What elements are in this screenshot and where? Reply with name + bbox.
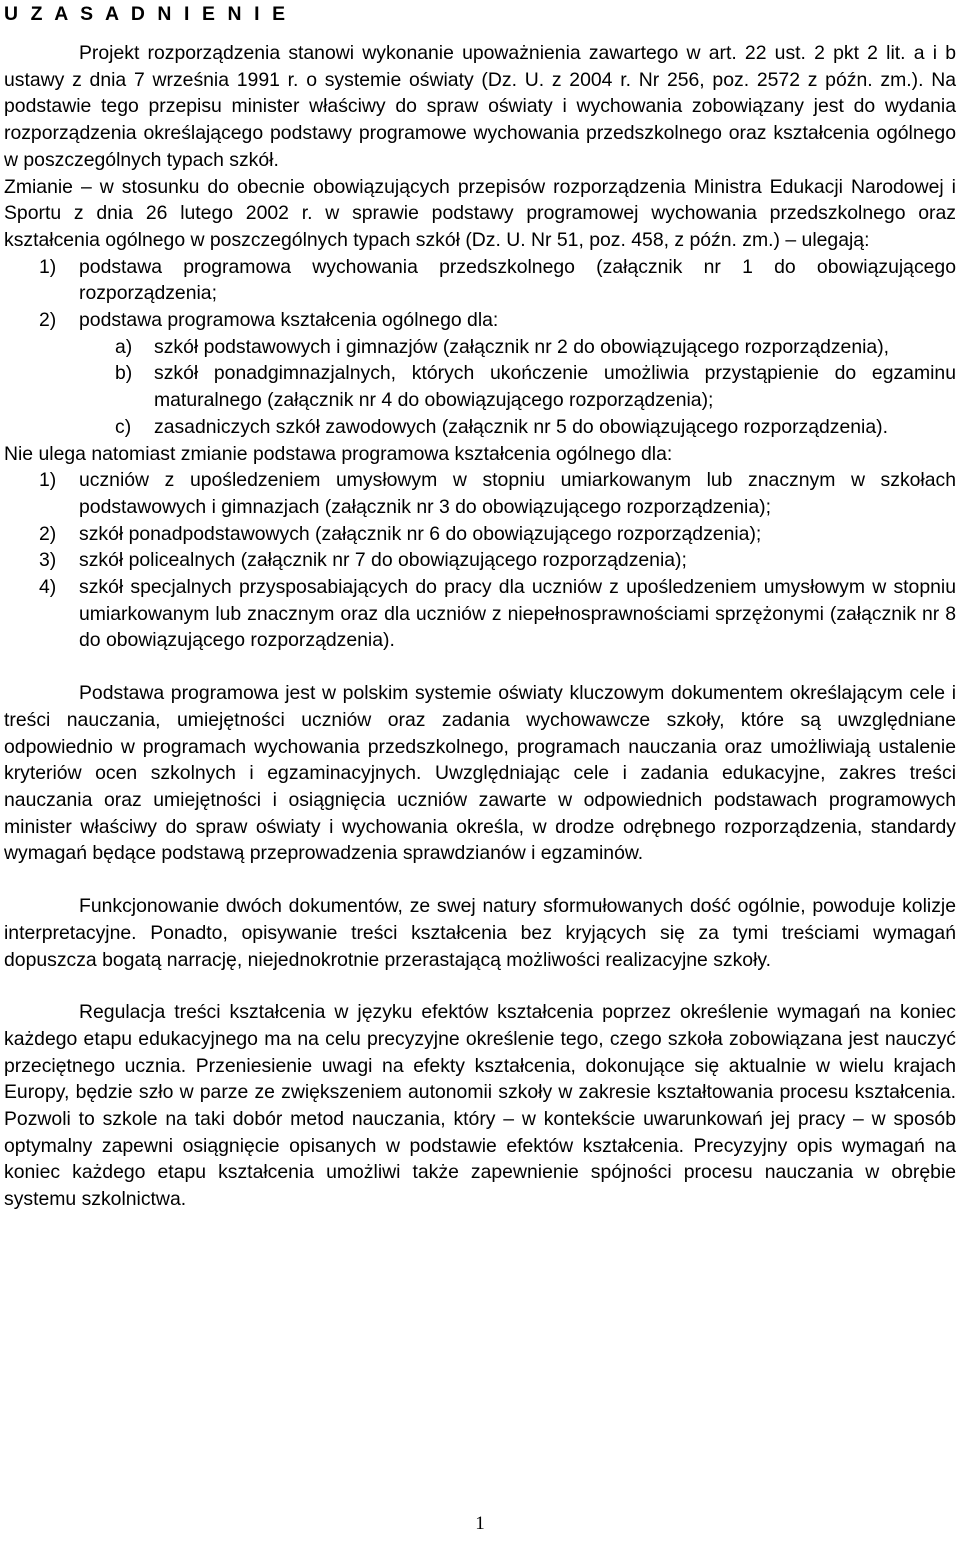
list-marker: 3) bbox=[39, 549, 57, 572]
list-item-text: uczniów z upośledzeniem umysłowym w stopniu umiarkowanym lub znacznym w szkołach podstawowych i gimnazjach (załącznik nr 3 do obowiązującego rozporządzenia); bbox=[79, 469, 956, 518]
document-title: U Z A S A D N I E N I E bbox=[4, 3, 289, 25]
list-item-text: szkół policealnych (załącznik nr 7 do obowiązującego rozporządzenia); bbox=[79, 549, 687, 572]
list-marker: b) bbox=[115, 362, 133, 385]
unchanged-paragraph: Nie ulega natomiast zmianie podstawa programowa kształcenia ogólnego dla: bbox=[4, 442, 673, 465]
list-item-text: szkół ponadgimnazjalnych, których ukończenie umożliwia przystąpienie do egzaminu maturalnego (załącznik nr 4 do obowiązującego rozporządzenia); bbox=[154, 362, 956, 412]
list-item-text: szkół ponadpodstawowych (załącznik nr 6 do obowiązującego rozporządzenia); bbox=[79, 522, 762, 545]
list-item bbox=[79, 360, 956, 413]
intro-paragraph: Projekt rozporządzenia stanowi wykonanie upoważnienia zawartego w art. 22 ust. 2 pkt 2 lit. a i b ustawy z dnia 7 września 1991 r. o systemie oświaty (Dz. U. z 2004 r. Nr 256, poz. 2572 z późn. zm.). Na podstawie tego przepisu minister właściwy do spraw oświaty i wychowania zobowiązany jest do wydania rozporządzenia określającego podstawy programowe wychowania przedszkolnego oraz kształcenia ogólnego w poszczególnych typach szkół. bbox=[4, 42, 956, 171]
list-marker: 2) bbox=[39, 522, 57, 545]
list-item-text: podstawa programowa kształcenia ogólnego dla: bbox=[79, 309, 499, 332]
list-item-text: zasadniczych szkół zawodowych (załącznik nr 5 do obowiązującego rozporządzenia). bbox=[154, 415, 888, 438]
list-marker: a) bbox=[115, 335, 133, 358]
core-curriculum-paragraph: Podstawa programowa jest w polskim systemie oświaty kluczowym dokumentem określającym cele i treści nauczania, umiejętności uczniów oraz zadania wychowawcze szkoły, które są uwzględniane odpowiednio w programach wychowania przedszkolnego, programach nauczania oraz umożliwiają ustalenie kryteriów ocen szkolnych i egzaminacyjnych. Uwzględniając cele i zadania edukacyjne, zakres treści nauczania oraz umiejętności i osiągnięcia uczniów zawarte w odpowiednich podstawach programowych minister właściwy do spraw oświaty i wychowania określa, w drodze odrębnego rozporządzenia, standardy wymagań będące podstawą przeprowadzenia sprawdzianów i egzaminów. bbox=[4, 682, 956, 865]
page-number: 1 bbox=[475, 1513, 485, 1534]
changes-list bbox=[4, 254, 956, 441]
list-item bbox=[4, 547, 956, 574]
list-marker: c) bbox=[115, 415, 132, 438]
list-item bbox=[4, 574, 956, 654]
list-item-text: szkół specjalnych przysposabiających do pracy dla uczniów z upośledzeniem umysłowym w stopniu umiarkowanym lub znacznym oraz dla uczniów z niepełnosprawnościami sprzężonymi (załącznik nr 8 do obowiązującego rozporządzenia). bbox=[79, 576, 956, 652]
list-item bbox=[79, 334, 956, 361]
regulation-paragraph: Regulacja treści kształcenia w języku efektów kształcenia poprzez określenie wymagań na koniec każdego etapu edukacyjnego ma na celu precyzyjne określenie tego, czego szkoła zobowiązana jest nauczyć przeciętnego ucznia. Przeniesienie uwagi na efekty kształcenia, dokonujące się aktualnie w wielu krajach Europy, będzie szło w parze ze zwiększeniem autonomii szkoły w zakresie kształtowania procesu kształcenia. Pozwoli to szkole na taki dobór metod nauczania, który – w kontekście uwarunkowań jej pracy – w sposób optymalny zapewni osiągnięcie opisanych w podstawie efektów kształcenia. Precyzyjny opis wymagań na koniec każdego etapu kształcenia umożliwi także zapewnienie spójności procesu nauczania w obrębie systemu szkolnictwa. bbox=[4, 1001, 956, 1211]
unchanged-list bbox=[4, 467, 956, 654]
list-marker: 1) bbox=[39, 255, 57, 278]
changes-paragraph: Zmianie – w stosunku do obecnie obowiązujących przepisów rozporządzenia Ministra Edukacji Narodowej i Sportu z dnia 26 lutego 2002 r. w sprawie podstawy programowej wychowania przedszkolnego oraz kształcenia ogólnego w poszczególnych typach szkół (Dz. U. Nr 51, poz. 458, z późn. zm.) – ulegają: bbox=[4, 175, 956, 251]
list-item-text: podstawa programowa wychowania przedszkolnego (załącznik nr 1 do obowiązującego rozporządzenia; bbox=[79, 255, 956, 305]
list-marker: 4) bbox=[39, 576, 57, 599]
list-item bbox=[4, 521, 956, 548]
list-item bbox=[4, 254, 956, 307]
document-page bbox=[4, 0, 956, 1213]
list-item bbox=[4, 307, 956, 441]
list-marker: 2) bbox=[39, 309, 57, 332]
list-item-text: szkół podstawowych i gimnazjów (załącznik nr 2 do obowiązującego rozporządzenia), bbox=[154, 335, 890, 358]
list-marker: 1) bbox=[39, 469, 57, 492]
list-item bbox=[4, 467, 956, 520]
list-item bbox=[79, 414, 956, 441]
interpretation-paragraph: Funkcjonowanie dwóch dokumentów, ze swej natury sformułowanych dość ogólnie, powoduje kolizje interpretacyjne. Ponadto, opisywanie treści kształcenia bez kryjących się za tymi treściami wymagań dopuszcza bogatą narrację, niejednokrotnie przerastającą możliwości realizacyjne szkoły. bbox=[4, 895, 956, 971]
subchanges-list bbox=[79, 334, 956, 441]
